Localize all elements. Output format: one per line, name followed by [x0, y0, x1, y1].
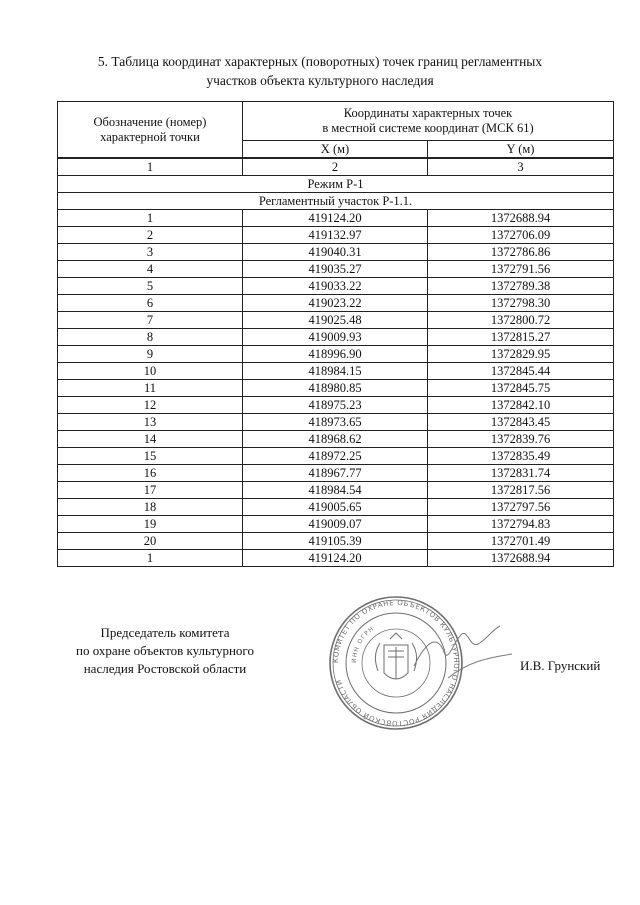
table-row: [58, 227, 614, 244]
y-coordinate: 1372688.94: [428, 550, 614, 567]
x-coordinate: 419033.22: [243, 278, 428, 295]
point-number: 19: [58, 516, 243, 533]
x-coordinate: 419009.93: [243, 329, 428, 346]
point-number: 20: [58, 533, 243, 550]
header-point-designation: Обозначение (номер) характерной точки: [58, 102, 243, 159]
y-coordinate: 1372701.49: [428, 533, 614, 550]
y-coordinate: 1372786.86: [428, 244, 614, 261]
point-number: 3: [58, 244, 243, 261]
y-coordinate: 1372789.38: [428, 278, 614, 295]
y-coordinate: 1372845.44: [428, 363, 614, 380]
header-x: X (м): [243, 141, 428, 159]
column-number-3: 3: [428, 158, 614, 176]
y-coordinate: 1372815.27: [428, 329, 614, 346]
document-title: [40, 52, 600, 90]
x-coordinate: 419025.48: [243, 312, 428, 329]
point-number: 6: [58, 295, 243, 312]
y-coordinate: 1372845.75: [428, 380, 614, 397]
svg-text:КОМИТЕТ ПО ОХРАНЕ ОБЪЕКТОВ КУЛ: КОМИТЕТ ПО ОХРАНЕ ОБЪЕКТОВ КУЛЬТУРНОГО НАСЛЕДИЯ РОСТОВСКОЙ ОБЛАСТИ: [331, 598, 461, 728]
svg-text:ИНН ОГРН: ИНН ОГРН: [350, 625, 376, 664]
point-number: 10: [58, 363, 243, 380]
y-coordinate: 1372706.09: [428, 227, 614, 244]
table-row: [58, 312, 614, 329]
handwritten-signature: [408, 618, 518, 688]
table-row: [58, 499, 614, 516]
point-number: 2: [58, 227, 243, 244]
point-number: 1: [58, 550, 243, 567]
x-coordinate: 418973.65: [243, 414, 428, 431]
column-number-1: 1: [58, 158, 243, 176]
table-row: [58, 550, 614, 567]
y-coordinate: 1372791.56: [428, 261, 614, 278]
x-coordinate: 419124.20: [243, 210, 428, 227]
table-row: [58, 533, 614, 550]
point-number: 8: [58, 329, 243, 346]
coordinates-table: [57, 101, 614, 567]
header-row: [58, 102, 614, 141]
y-coordinate: 1372831.74: [428, 465, 614, 482]
header-coordinates: Координаты характерных точек в местной системе координат (МСК 61): [243, 102, 614, 141]
x-coordinate: 418984.15: [243, 363, 428, 380]
point-number: 18: [58, 499, 243, 516]
point-number: 14: [58, 431, 243, 448]
point-number: 4: [58, 261, 243, 278]
table-row: [58, 516, 614, 533]
header-y: Y (м): [428, 141, 614, 159]
point-number: 9: [58, 346, 243, 363]
x-coordinate: 418967.77: [243, 465, 428, 482]
point-number: 17: [58, 482, 243, 499]
y-coordinate: 1372839.76: [428, 431, 614, 448]
table-row: [58, 261, 614, 278]
table-row: [58, 448, 614, 465]
y-coordinate: 1372842.10: [428, 397, 614, 414]
x-coordinate: 418980.85: [243, 380, 428, 397]
y-coordinate: 1372797.56: [428, 499, 614, 516]
x-coordinate: 419105.39: [243, 533, 428, 550]
x-coordinate: 418984.54: [243, 482, 428, 499]
x-coordinate: 419035.27: [243, 261, 428, 278]
table-row: [58, 210, 614, 227]
table-row: [58, 482, 614, 499]
point-number: 12: [58, 397, 243, 414]
table-row: [58, 397, 614, 414]
point-number: 7: [58, 312, 243, 329]
table-row: [58, 363, 614, 380]
section-label: Регламентный участок Р-1.1.: [58, 193, 614, 210]
column-number-2: 2: [243, 158, 428, 176]
column-numbering-row: [58, 158, 614, 176]
table-row: [58, 244, 614, 261]
section-row: [58, 193, 614, 210]
mode-label: Режим Р-1: [58, 176, 614, 193]
table-row: [58, 295, 614, 312]
y-coordinate: 1372798.30: [428, 295, 614, 312]
x-coordinate: 419005.65: [243, 499, 428, 516]
x-coordinate: 419124.20: [243, 550, 428, 567]
x-coordinate: 419023.22: [243, 295, 428, 312]
x-coordinate: 418996.90: [243, 346, 428, 363]
x-coordinate: 419132.97: [243, 227, 428, 244]
mode-row: [58, 176, 614, 193]
x-coordinate: 419009.07: [243, 516, 428, 533]
title-line-2: участков объекта культурного наследия: [206, 73, 434, 88]
x-coordinate: 419040.31: [243, 244, 428, 261]
point-number: 13: [58, 414, 243, 431]
y-coordinate: 1372843.45: [428, 414, 614, 431]
x-coordinate: 418972.25: [243, 448, 428, 465]
point-number: 15: [58, 448, 243, 465]
point-number: 16: [58, 465, 243, 482]
x-coordinate: 418975.23: [243, 397, 428, 414]
y-coordinate: 1372817.56: [428, 482, 614, 499]
x-coordinate: 418968.62: [243, 431, 428, 448]
point-number: 5: [58, 278, 243, 295]
table-row: [58, 278, 614, 295]
table-row: [58, 414, 614, 431]
y-coordinate: 1372800.72: [428, 312, 614, 329]
y-coordinate: 1372688.94: [428, 210, 614, 227]
table-row: [58, 329, 614, 346]
table-row: [58, 431, 614, 448]
y-coordinate: 1372794.83: [428, 516, 614, 533]
table-row: [58, 465, 614, 482]
table-row: [58, 380, 614, 397]
table-row: [58, 346, 614, 363]
y-coordinate: 1372835.49: [428, 448, 614, 465]
signatory-name: И.В. Грунский: [520, 658, 601, 673]
point-number: 1: [58, 210, 243, 227]
title-line-1: 5. Таблица координат характерных (поворотных) точек границ регламентных: [97, 54, 543, 69]
point-number: 11: [58, 380, 243, 397]
signatory-position: Председатель комитета по охране объектов культурного наследия Ростовской области: [76, 625, 254, 676]
y-coordinate: 1372829.95: [428, 346, 614, 363]
